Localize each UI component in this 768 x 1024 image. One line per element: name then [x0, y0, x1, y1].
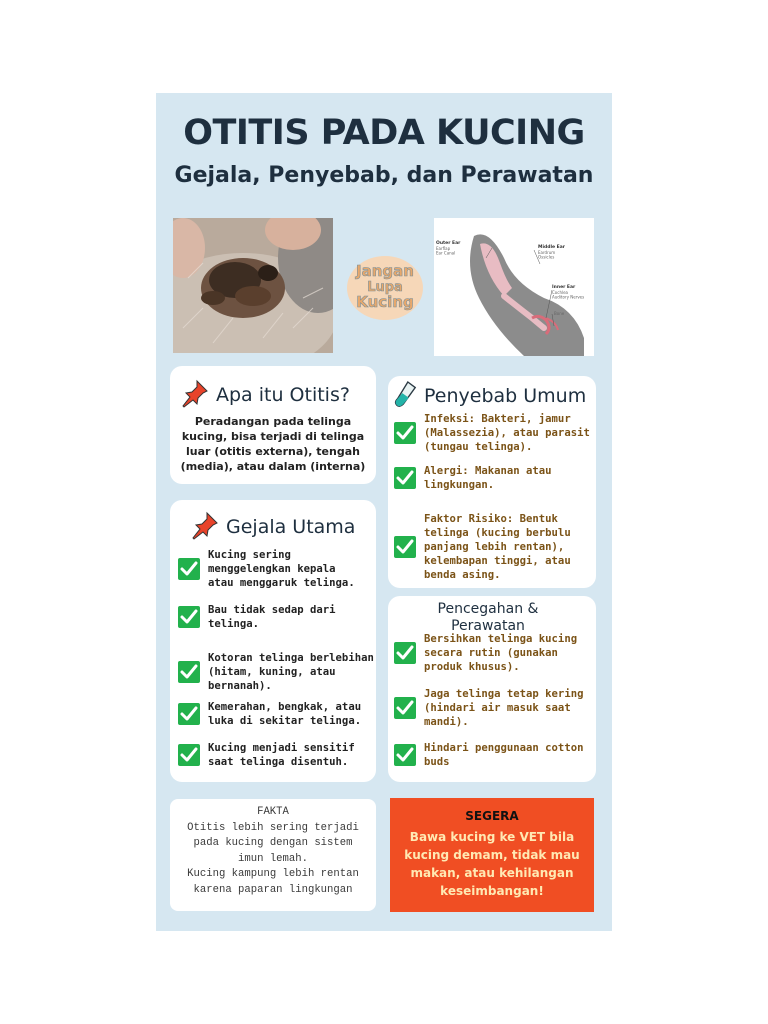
pushpin-icon: [180, 378, 210, 412]
diagram-label-inner: Inner Ear: [552, 285, 576, 290]
diagram-sub-outer: Earflap Ear Canal: [436, 246, 456, 256]
cause-item-text: Infeksi: Bakteri, jamur (Malassezia), atau parasit (tungau telinga).: [424, 413, 590, 453]
checkmark-icon: [178, 744, 200, 766]
cause-item-text: Alergi: Makanan atau lingkungan.: [424, 465, 552, 491]
symptom-item-text: Kucing sering menggelengkan kepala atau menggaruk telinga.: [208, 549, 355, 589]
diagram-sub-inner: Cochlea Auditory Nerves: [552, 290, 585, 300]
symptom-item: [178, 603, 378, 631]
symptom-item-text: Kotoran telinga berlebihan (hitam, kuning, atau bernanah).: [208, 652, 374, 692]
ear-anatomy-diagram: [434, 218, 594, 356]
test-tube-icon: [394, 380, 418, 412]
symptom-item: [178, 700, 378, 728]
pushpin-icon: [190, 510, 220, 544]
jangan-lupa-kucing-logo: [344, 251, 426, 323]
fact-title: FAKTA: [257, 806, 289, 818]
urgent-body: Bawa kucing ke VET bila kucing demam, tidak mau makan, atau kehilangan keseimbangan!: [404, 830, 580, 898]
what-is-card: [170, 366, 376, 484]
symptom-item-text: Kucing menjadi sensitif saat telinga disentuh.: [208, 742, 355, 768]
prevention-item: [394, 632, 600, 674]
urgent-box: [390, 798, 594, 912]
fact-line: Otitis lebih sering terjadi: [187, 821, 359, 834]
diagram-label-middle: Middle Ear: [538, 245, 565, 250]
checkmark-icon: [178, 606, 200, 628]
what-is-title: Apa itu Otitis?: [216, 384, 350, 406]
what-is-body: Peradangan pada telinga kucing, bisa terjadi di telinga luar (otitis externa), tengah (media), atau dalam (interna): [180, 415, 366, 473]
fact-line: Kucing kampung lebih rentan: [187, 868, 359, 880]
cause-item: [394, 412, 600, 454]
page-title: OTITIS PADA KUCING: [183, 113, 585, 153]
prevention-title: Pencegahan & Perawatan: [437, 601, 539, 634]
symptom-item-text: Bau tidak sedap dari telinga.: [208, 604, 336, 630]
page-subtitle: Gejala, Penyebab, dan Perawatan: [174, 163, 594, 188]
fact-line: karena paparan lingkungan: [193, 883, 353, 896]
logo-word-1: Jangan: [356, 262, 414, 280]
checkmark-icon: [394, 422, 416, 444]
cat-ear-photo: [173, 218, 333, 353]
diagram-sub-bone: Bone: [554, 311, 565, 316]
checkmark-icon: [394, 642, 416, 664]
symptom-item: [178, 651, 378, 693]
fact-line: pada kucing dengan sistem: [193, 837, 353, 849]
checkmark-icon: [178, 558, 200, 580]
what-is-heading: [180, 378, 350, 412]
prevention-item-text: Bersihkan telinga kucing secara rutin (gunakan produk khusus).: [424, 633, 578, 673]
cause-item: [394, 512, 600, 582]
logo-word-3: Kucing: [356, 293, 414, 311]
symptoms-title: Gejala Utama: [226, 516, 356, 538]
causes-card: [388, 376, 596, 588]
infographic-poster: [156, 93, 612, 931]
urgent-title: SEGERA: [465, 809, 519, 823]
symptom-item: [178, 741, 378, 769]
diagram-sub-middle: Eardrum Ossicles: [538, 250, 556, 260]
prevention-item-text: Jaga telinga tetap kering (hindari air masuk saat mandi).: [424, 688, 584, 728]
symptoms-card: [170, 500, 376, 782]
logo-word-2: Lupa: [367, 280, 403, 295]
cause-item-text: Faktor Risiko: Bentuk telinga (kucing berbulu panjang lebih rentan), kelembapan tinggi, atau benda asing.: [424, 513, 571, 581]
prevention-item-text: Hindari penggunaan cotton buds: [424, 742, 584, 768]
checkmark-icon: [394, 697, 416, 719]
checkmark-icon: [394, 744, 416, 766]
symptom-item-text: Kemerahan, bengkak, atau luka di sekitar telinga.: [208, 701, 362, 727]
causes-title: Penyebab Umum: [424, 385, 587, 407]
prevention-item: [394, 687, 600, 729]
prevention-card: [388, 596, 596, 782]
checkmark-icon: [394, 536, 416, 558]
fact-box: [170, 799, 376, 911]
checkmark-icon: [178, 703, 200, 725]
symptoms-heading: [190, 510, 355, 544]
cause-item: [394, 464, 600, 492]
causes-heading: [394, 380, 586, 412]
prevention-item: [394, 741, 600, 769]
checkmark-icon: [394, 467, 416, 489]
fact-line: imun lemah.: [238, 852, 308, 865]
diagram-label-outer: Outer Ear: [436, 241, 461, 246]
checkmark-icon: [178, 661, 200, 683]
symptom-item: [178, 548, 378, 590]
